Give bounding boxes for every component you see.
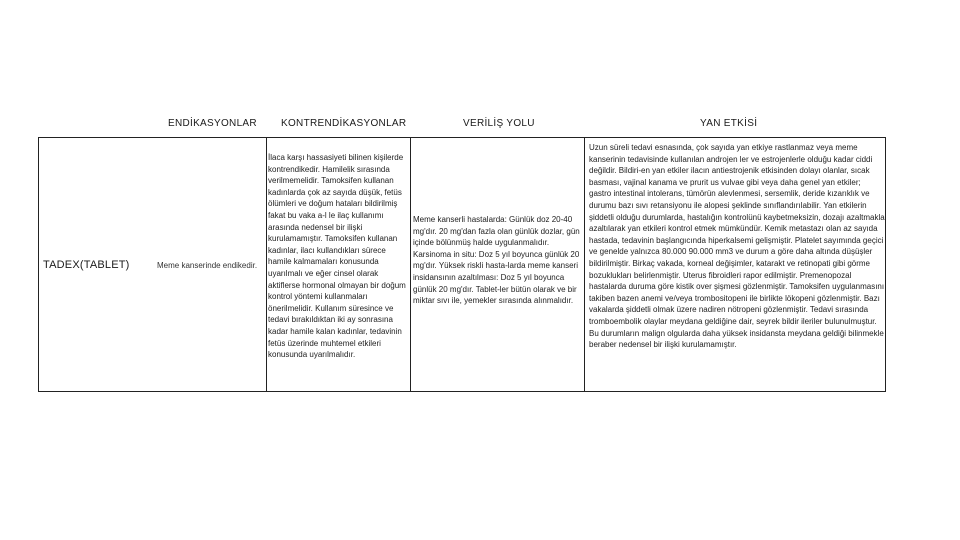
column-divider xyxy=(266,138,267,391)
drug-name: TADEX(TABLET) xyxy=(43,259,130,271)
verilis-yolu-cell: Meme kanserli hastalarda: Günlük doz 20-40 mg'dır. 20 mg'dan fazla olan günlük dozlar, gün içinde bölünmüş halde uygulanmalıdır. Karsinoma in situ: Doz 5 yıl boyunca günlük 20 mg'dır. Yüksek riskli hasta-larda meme kanseri insidansının azaltılması: Doz 5 yıl boyunca günlük 20 mg'dır. Tablet-ler bütün olarak ve bir miktar sıvı ile, yemekler sırasında alınmalıdır. xyxy=(413,215,580,306)
header-endikasyonlar: ENDİKASYONLAR xyxy=(168,118,257,129)
drug-table xyxy=(38,137,886,392)
endikasyon-cell: Meme kanserinde endikedir. xyxy=(157,261,258,270)
kontrendikasyon-cell: İlaca karşı hassasiyeti bilinen kişilerde kontrendikedir. Hamilelik sırasında verilmemelidir. Tamoksifen kullanan kadınlarda çok az sayıda düşük, fetüs ölümleri ve doğum hataları bildirilmiş fakat bu vaka a-l le ilaç kullanımı arasında nedensel bir ilişki kurulamamıştır. Tamoksifen kullanan kadınlar, ilacı kullandıkları sürece hamile kalmamaları konusunda uyarılmalı ve eğer cinsel olarak aktiflerse hormonal olmayan bir doğum kontrol yöntemi kullanmaları önerilmelidir. Kullanım süresince ve tedavi bırakıldıktan iki ay sonrasına kadar hamile kalan kadınlar, tedavinin fetüs üzerinde muhtemel etkileri konusunda uyarılmalıdır. xyxy=(268,153,406,360)
header-kontrendikasyonlar: KONTRENDİKASYONLAR xyxy=(281,118,407,129)
column-divider xyxy=(410,138,411,391)
yan-etki-cell: Uzun süreli tedavi esnasında, çok sayıda yan etkiye rastlanmaz veya meme kanserinin tedavisinde kullanılan androjen ler ve estrojenlerle olduğu kadar ciddi değildir. Bildiri-en yan etkiler ilacın antiestrojenik etkisinden dolayı olanlar, sıcak basması, vajinal kanama ve prurit us vulvae gibi veya daha genel yan etkiler; gastro intestinal intolerans, tümörün alevlenmesi, sersemlik, deride kızarıklık ve durumu bazı sıvı retansiyonu ile alopesi şeklinde sınıflandırılabilir. Yan etkilerin şiddetli olduğu durumlarda, hastalığın kontrolünü kaybetmeksizin, dozajı azaltmakla azaltılarak yan etkileri kontrol etmek mümkündür. Kemik metastazı olan az sayıda hastada, tedavinin başlangıcında hiperkalsemi gelişmiştir. Platelet sayımında geçici ve genelde yalnızca 80.000 90.000 mm3 ve durum a göre daha altında düşüşler bildirilmiştir. Birkaç vakada, korneal değişimler, katarakt ve retinopati gibi görme bozuklukları belirlenmiştir. Uterus fibroidleri rapor edilmiştir. Premenopozal hastalarda duruma göre kistik over şişmesi gözlenmiştir. Tamoksifen uygulanmasını takiben bazen anemi ve/veya trombositopeni ile birlikte lökopeni gözlenmiştir. Bazı vakalarda şiddetli olmak üzere nadiren nötropeni gözlenmiştir. Tedavi sırasında tromboembolik olaylar meydana geldiğine dair, seyrek bildir ileriler bulunulmuştur. Bu durumların malign olgularda daha yüksek insidansta meydana geldiği bilinmekle beraber nedensel bir ilişki kurulamamıştır. xyxy=(589,143,885,350)
header-yan-etkisi: YAN ETKİSİ xyxy=(700,118,758,129)
header-verilis-yolu: VERİLİŞ YOLU xyxy=(463,118,535,129)
